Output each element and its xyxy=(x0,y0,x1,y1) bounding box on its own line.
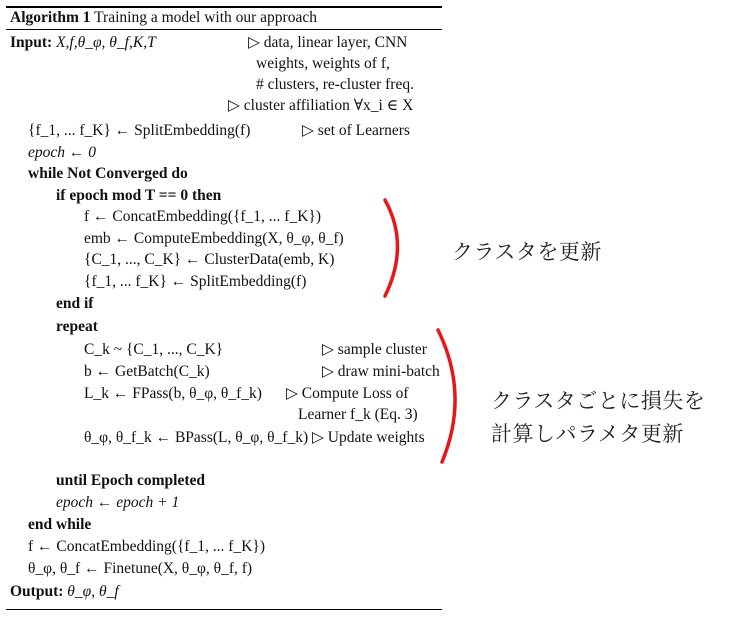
code-line-end-while: end while xyxy=(28,516,92,533)
code-line-split-embedding: {f_1, ... f_K} ← SplitEmbedding(f) xyxy=(84,273,307,290)
input-keyword: Input: xyxy=(10,34,53,51)
input-comment-1: ▷ data, linear layer, CNN xyxy=(248,34,408,51)
code-line-1: {f_1, ... f_K} ← SplitEmbedding(f) xyxy=(28,122,251,139)
code-line-cluster-data: {C_1, ..., C_K} ← ClusterData(emb, K) xyxy=(84,251,335,268)
comment-fpass-cont: Learner f_k (Eq. 3) xyxy=(298,406,418,423)
code-line-concat: f ← ConcatEmbedding({f_1, ... f_K}) xyxy=(84,208,321,225)
code-line-finetune: θ_φ, θ_f ← Finetune(X, θ_φ, θ_f, f) xyxy=(28,560,253,577)
code-line-repeat: repeat xyxy=(56,318,98,335)
algorithm-title-line xyxy=(10,8,317,28)
code-line-end-if: end if xyxy=(56,295,94,312)
code-line-compute-embedding: emb ← ComputeEmbedding(X, θ_φ, θ_f) xyxy=(84,230,344,247)
output-keyword: Output: xyxy=(10,583,64,600)
code-line-while: while Not Converged do xyxy=(28,165,188,182)
per-cluster-bracket xyxy=(438,330,455,462)
update-clusters-bracket xyxy=(385,200,398,296)
code-line-bpass: θ_φ, θ_f_k ← BPass(L, θ_φ, θ_f_k) xyxy=(84,429,309,446)
comment-bpass: ▷ Update weights xyxy=(312,429,425,446)
comment-line-1: ▷ set of Learners xyxy=(302,122,410,139)
code-line-2: epoch ← 0 xyxy=(28,144,97,161)
output-vars: θ_φ, θ_f xyxy=(67,583,119,600)
code-line-epoch-inc: epoch ← epoch + 1 xyxy=(56,494,180,511)
code-line-final-concat: f ← ConcatEmbedding({f_1, ... f_K}) xyxy=(28,538,265,555)
code-line-until xyxy=(56,471,205,491)
code-line-sample: C_k ~ {C_1, ..., C_K} xyxy=(84,341,224,358)
code-line-until-text: until Epoch completed xyxy=(56,472,205,489)
algorithm-label: Algorithm 1 xyxy=(10,9,91,26)
code-line-getbatch: b ← GetBatch(C_k) xyxy=(84,363,210,380)
input-vars: X,f,θ_φ, θ_f,K,T xyxy=(56,34,156,51)
input-comment-3: # clusters, re-cluster freq. xyxy=(256,76,414,93)
comment-getbatch: ▷ draw mini-batch xyxy=(322,363,440,380)
per-cluster-annotation-line1: クラスタごとに損失を xyxy=(491,389,706,413)
comment-fpass: ▷ Compute Loss of xyxy=(286,385,409,402)
title-rule xyxy=(6,29,442,30)
bottom-rule xyxy=(6,609,442,610)
output-line xyxy=(10,582,119,602)
algorithm-title: Training a model with our approach xyxy=(94,9,317,26)
update-clusters-annotation: クラスタを更新 xyxy=(452,240,602,264)
code-line-fpass: L_k ← FPass(b, θ_φ, θ_f_k) xyxy=(84,385,262,402)
input-comment-2: weights, weights of f, xyxy=(256,55,390,72)
input-comment-4: ▷ cluster affiliation ∀x_i ∈ X xyxy=(228,97,414,114)
per-cluster-annotation-line2: 計算しパラメタ更新 xyxy=(491,422,684,446)
comment-sample: ▷ sample cluster xyxy=(322,341,427,358)
input-line xyxy=(10,33,156,53)
code-line-if: if epoch mod T == 0 then xyxy=(56,187,222,204)
